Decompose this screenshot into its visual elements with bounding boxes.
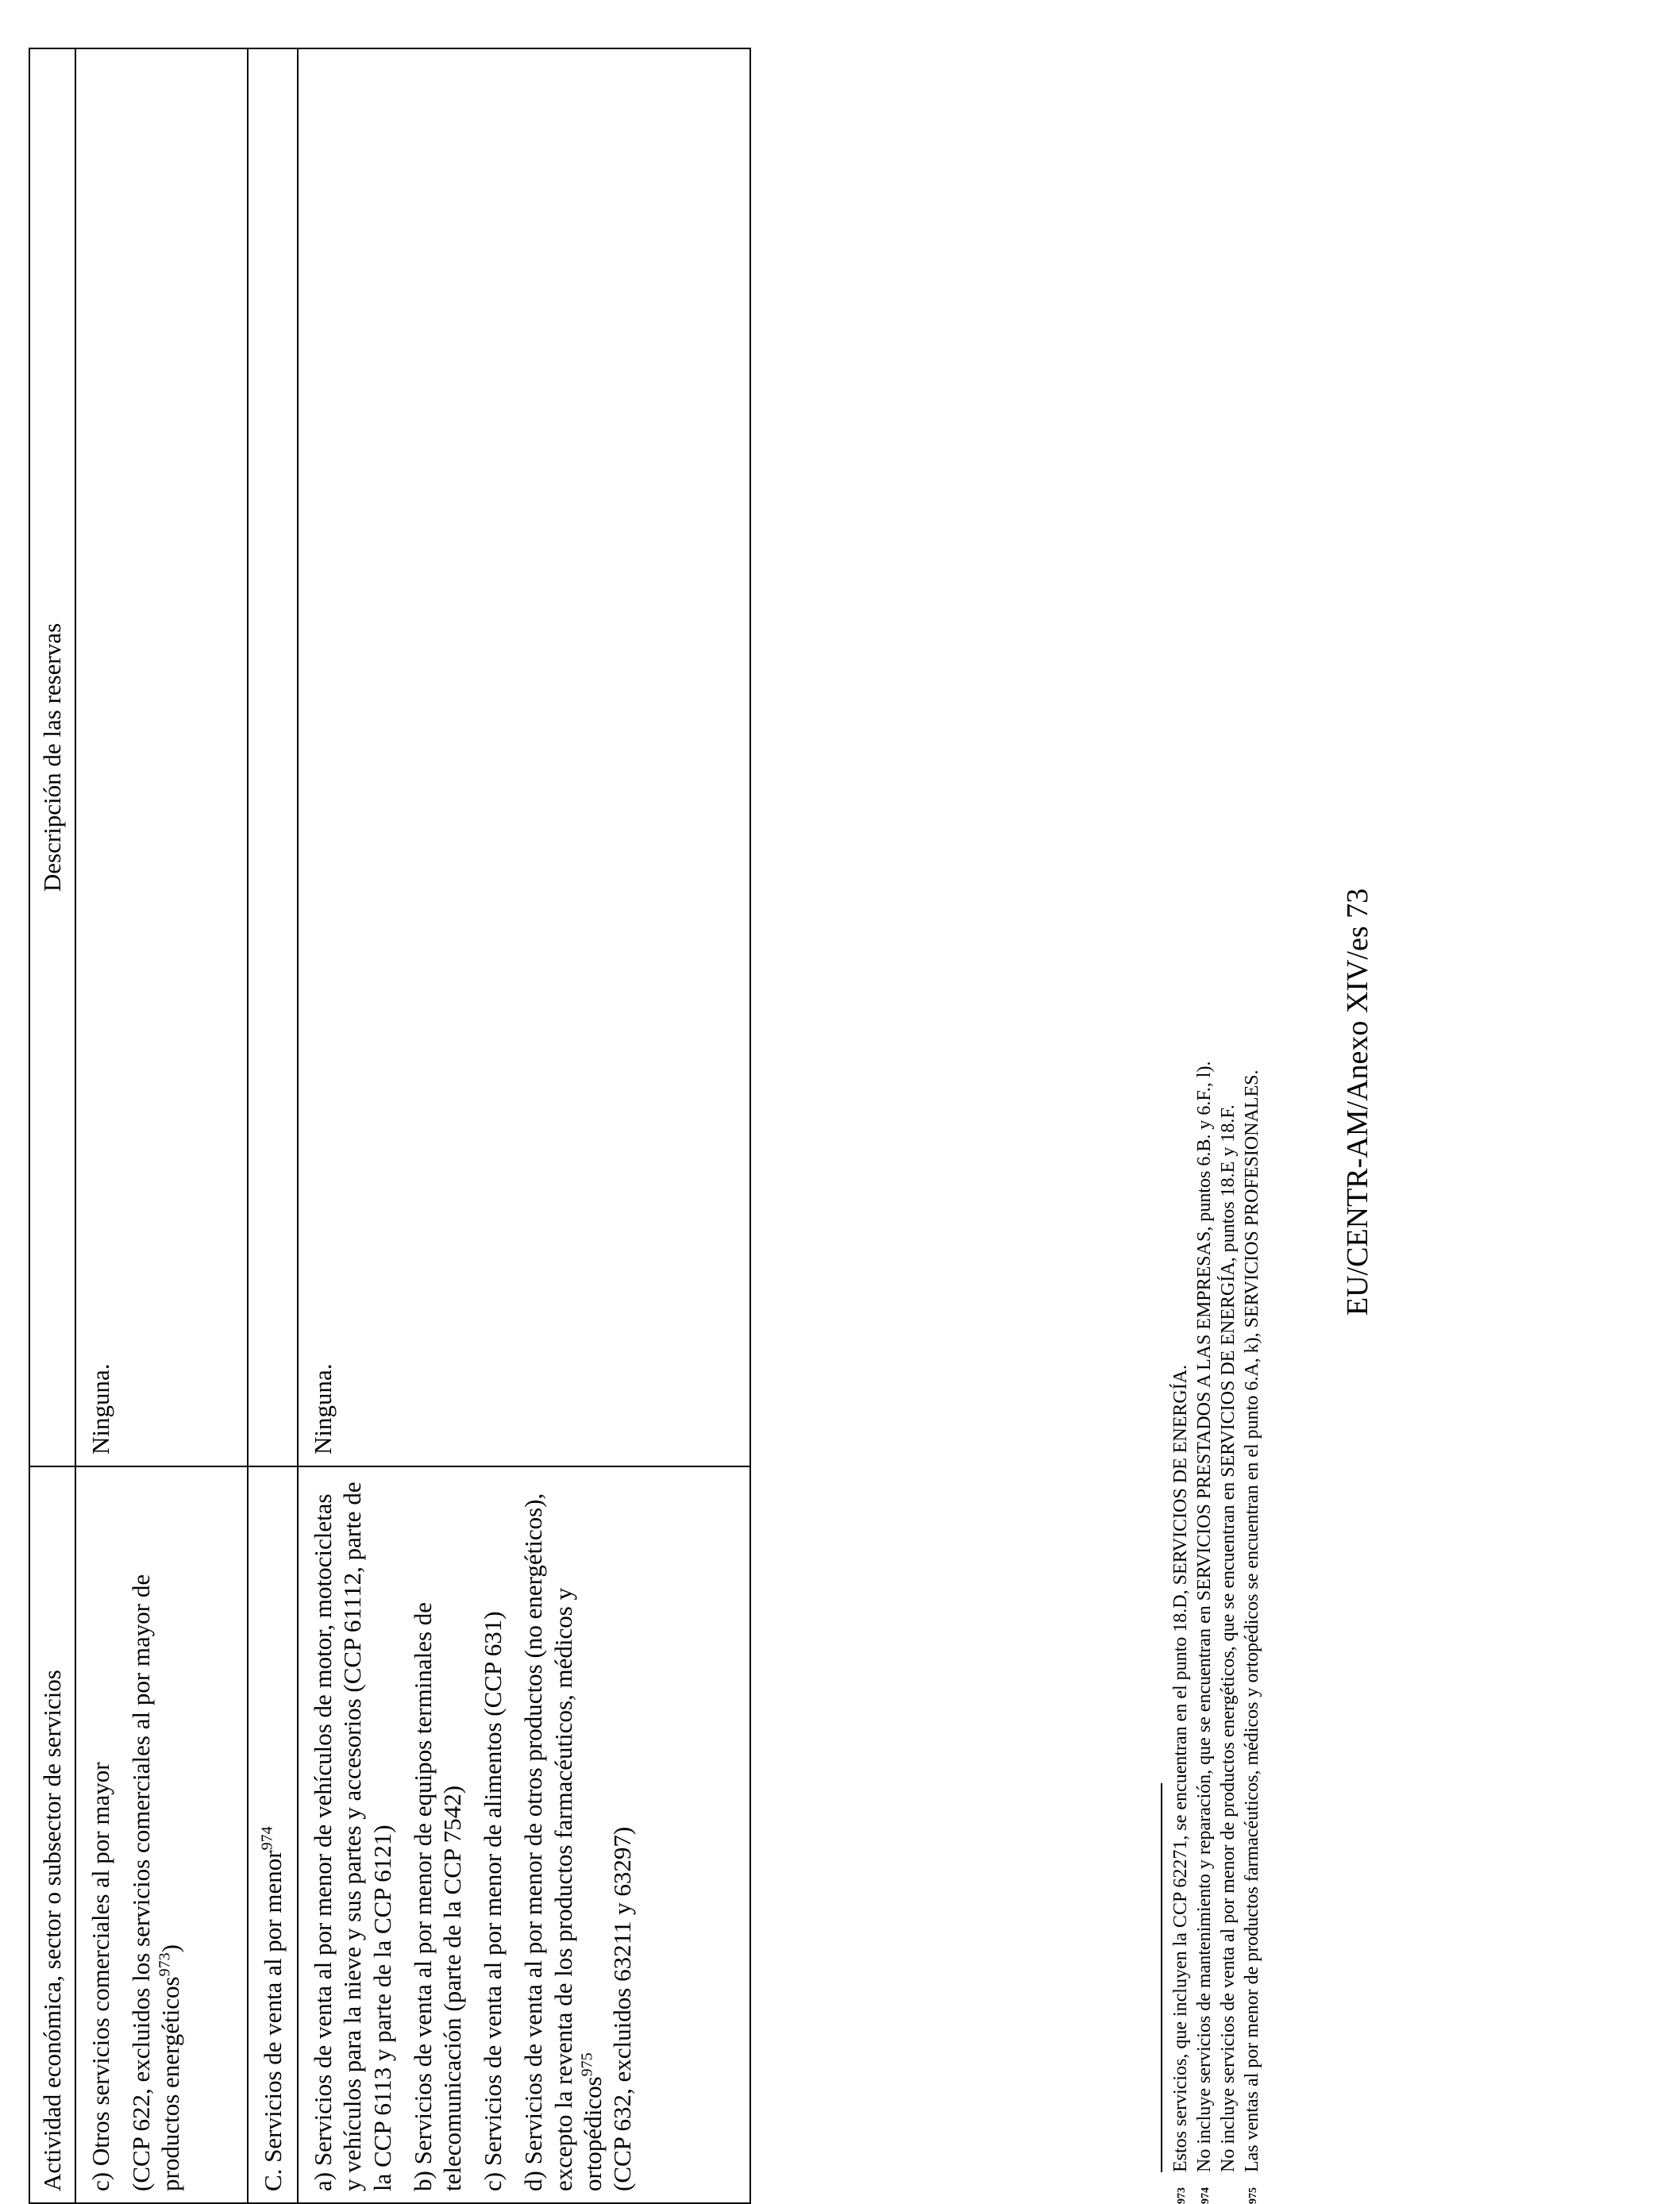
activity-cell [298, 1466, 750, 2203]
wholesale-title: c) Otros servicios comerciales al por mayor [87, 1762, 114, 2191]
footnote: 973 Estos servicios, que incluyen la CCP 62271, se encuentran en el punto 18.D, SERVICIOS DE ENERGÍA. [1170, 1364, 1191, 2204]
footnote-ref-974: 974 [258, 1826, 276, 1851]
section-row [248, 48, 298, 2203]
footnote: No incluye servicios de venta al por menor de productos energéticos, que se encuentran en SERVICIOS DE ENERGÍA, puntos 18.E y 18.F. [1218, 1104, 1239, 2172]
section-title-cell: C. Servicios de venta al por menor$^{974}$ [248, 1466, 298, 2203]
table-row [75, 48, 248, 2203]
reservations-table [29, 48, 751, 2204]
table-header-row [29, 48, 75, 2203]
footnote-ref-973: 973 [156, 1952, 175, 1977]
table-row [298, 48, 750, 2203]
header-activity: Actividad económica, sector o subsector de servicios [29, 1466, 75, 2203]
retail-item-a: a) Servicios de venta al por menor de vehículos de motor, motocicletas y vehículos para la nieve y sus partes y accesorios (CCP 61112, parte de la CCP 6113 y parte de la CCP 6121) [309, 1482, 396, 2191]
footnotes [1169, 48, 1264, 2204]
wholesale-detail: (CCP 622, excluidos los servicios comerciales al por mayor de productos energéticos$^{973}$) [127, 1574, 185, 2191]
section-empty-cell [248, 48, 298, 1466]
retail-item-b: b) Servicios de venta al por menor de equipos terminales de telecomunicación (parte de la CCP 7542) [408, 1601, 466, 2191]
footnote-separator [1161, 1783, 1162, 2172]
footnote: 974 No incluye servicios de mantenimiento y reparación, que se encuentran en SERVICIOS PRESTADOS A LAS EMPRESAS, puntos 6.B. y 6.F., l). [1194, 1061, 1215, 2204]
reservation-cell: Ninguna. [75, 48, 248, 1466]
retail-item-d: d) Servicios de venta al por menor de otros productos (no energéticos), excepto la reventa de los productos farmacéuticos, médicos y ortopédicos$^{975}$ (CCP 632, excluidos 63211 y 63297) [519, 1493, 636, 2191]
header-description: Descripción de las reservas [29, 48, 75, 1466]
retail-item-c: c) Servicios de venta al por menor de alimentos (CCP 631) [479, 1611, 507, 2191]
page-footer: EU/CENTR-AM/Anexo XIV/es 73 [1341, 888, 1374, 1316]
activity-cell [75, 1466, 248, 2203]
footnote: 975 Las ventas al por menor de productos farmacéuticos, médicos y ortopédicos se encuentran en el punto 6.A, k), SERVICIOS PROFESIONALES. [1242, 1069, 1262, 2204]
footnote-ref-975: 975 [578, 2052, 596, 2077]
reservation-cell: Ninguna. [298, 48, 750, 1466]
